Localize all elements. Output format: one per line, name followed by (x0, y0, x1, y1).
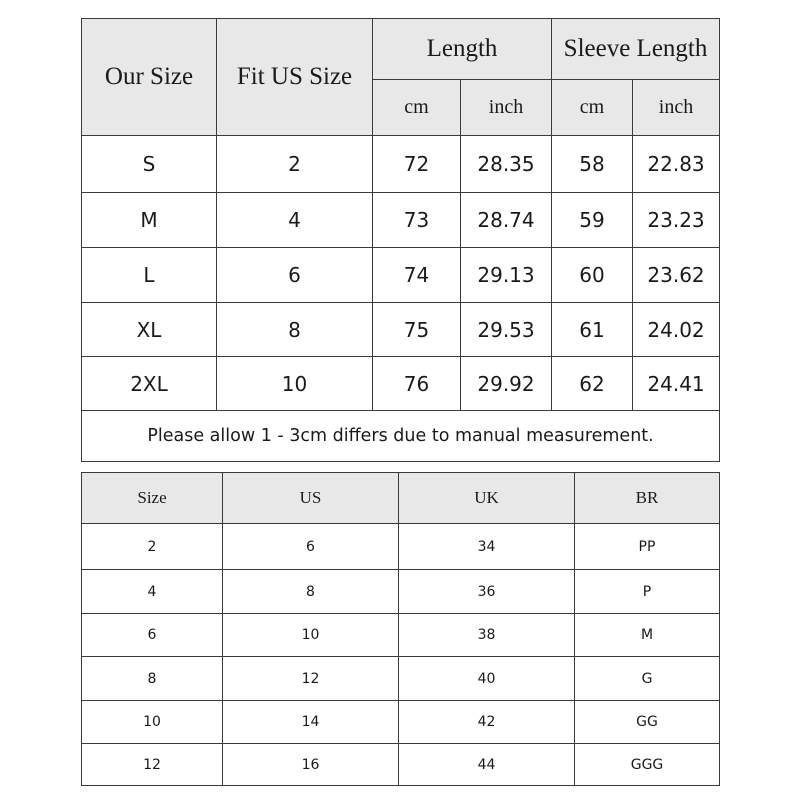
uk-cell: 44 (399, 744, 575, 786)
us-size-cell: 6 (217, 248, 373, 303)
measurement-note: Please allow 1 - 3cm differs due to manual measurement. (82, 411, 720, 462)
table-row (82, 193, 720, 248)
sleeve-inch-cell: 24.41 (633, 357, 720, 411)
sleeve-cm-cell: 58 (552, 136, 633, 193)
our-size-cell: L (82, 248, 217, 303)
our-size-header: Our Size (82, 19, 217, 136)
our-size-cell: XL (82, 303, 217, 357)
length-inch-cell: 28.74 (461, 193, 552, 248)
length-cm-cell: 72 (373, 136, 461, 193)
sleeve-cm-cell: 59 (552, 193, 633, 248)
table-row (82, 357, 720, 411)
size-cell: 8 (82, 657, 223, 701)
length-cm-cell: 73 (373, 193, 461, 248)
size-cell: 10 (82, 701, 223, 744)
size-chart-table (81, 18, 720, 462)
br-cell: P (575, 570, 720, 614)
size-cell: 4 (82, 570, 223, 614)
sleeve-length-header: Sleeve Length (552, 19, 720, 80)
table-row (82, 248, 720, 303)
table-row (82, 614, 720, 657)
length-cm-cell: 76 (373, 357, 461, 411)
sleeve-cm-cell: 60 (552, 248, 633, 303)
sleeve-inch-header: inch (633, 80, 720, 136)
sleeve-cm-cell: 62 (552, 357, 633, 411)
br-cell: G (575, 657, 720, 701)
uk-cell: 40 (399, 657, 575, 701)
us-size-cell: 2 (217, 136, 373, 193)
fit-us-size-header: Fit US Size (217, 19, 373, 136)
length-cm-cell: 74 (373, 248, 461, 303)
note-row (82, 411, 720, 462)
size-column-header: Size (82, 473, 223, 524)
uk-cell: 42 (399, 701, 575, 744)
our-size-cell: S (82, 136, 217, 193)
length-cm-header: cm (373, 80, 461, 136)
sleeve-inch-cell: 22.83 (633, 136, 720, 193)
conversion-header-row (82, 473, 720, 524)
sleeve-cm-header: cm (552, 80, 633, 136)
size-cell: 12 (82, 744, 223, 786)
length-inch-header: inch (461, 80, 552, 136)
sleeve-inch-cell: 23.23 (633, 193, 720, 248)
us-size-cell: 4 (217, 193, 373, 248)
length-cm-cell: 75 (373, 303, 461, 357)
length-inch-cell: 29.92 (461, 357, 552, 411)
us-size-cell: 8 (217, 303, 373, 357)
us-column-header: US (223, 473, 399, 524)
length-header: Length (373, 19, 552, 80)
length-inch-cell: 29.53 (461, 303, 552, 357)
our-size-cell: M (82, 193, 217, 248)
table-row (82, 136, 720, 193)
br-cell: GGG (575, 744, 720, 786)
size-cell: 6 (82, 614, 223, 657)
table-row (82, 744, 720, 786)
uk-cell: 34 (399, 524, 575, 570)
sleeve-inch-cell: 24.02 (633, 303, 720, 357)
us-cell: 12 (223, 657, 399, 701)
us-size-cell: 10 (217, 357, 373, 411)
br-cell: PP (575, 524, 720, 570)
us-cell: 14 (223, 701, 399, 744)
length-inch-cell: 28.35 (461, 136, 552, 193)
sleeve-cm-cell: 61 (552, 303, 633, 357)
table-row (82, 570, 720, 614)
table-row (82, 701, 720, 744)
us-cell: 6 (223, 524, 399, 570)
table-row (82, 524, 720, 570)
uk-cell: 38 (399, 614, 575, 657)
length-inch-cell: 29.13 (461, 248, 552, 303)
br-column-header: BR (575, 473, 720, 524)
us-cell: 10 (223, 614, 399, 657)
uk-column-header: UK (399, 473, 575, 524)
size-cell: 2 (82, 524, 223, 570)
uk-cell: 36 (399, 570, 575, 614)
table-row (82, 303, 720, 357)
br-cell: M (575, 614, 720, 657)
us-cell: 8 (223, 570, 399, 614)
table-row (82, 657, 720, 701)
us-cell: 16 (223, 744, 399, 786)
our-size-cell: 2XL (82, 357, 217, 411)
br-cell: GG (575, 701, 720, 744)
sleeve-inch-cell: 23.62 (633, 248, 720, 303)
size-chart-header-row (82, 19, 720, 80)
size-conversion-table (81, 472, 720, 786)
